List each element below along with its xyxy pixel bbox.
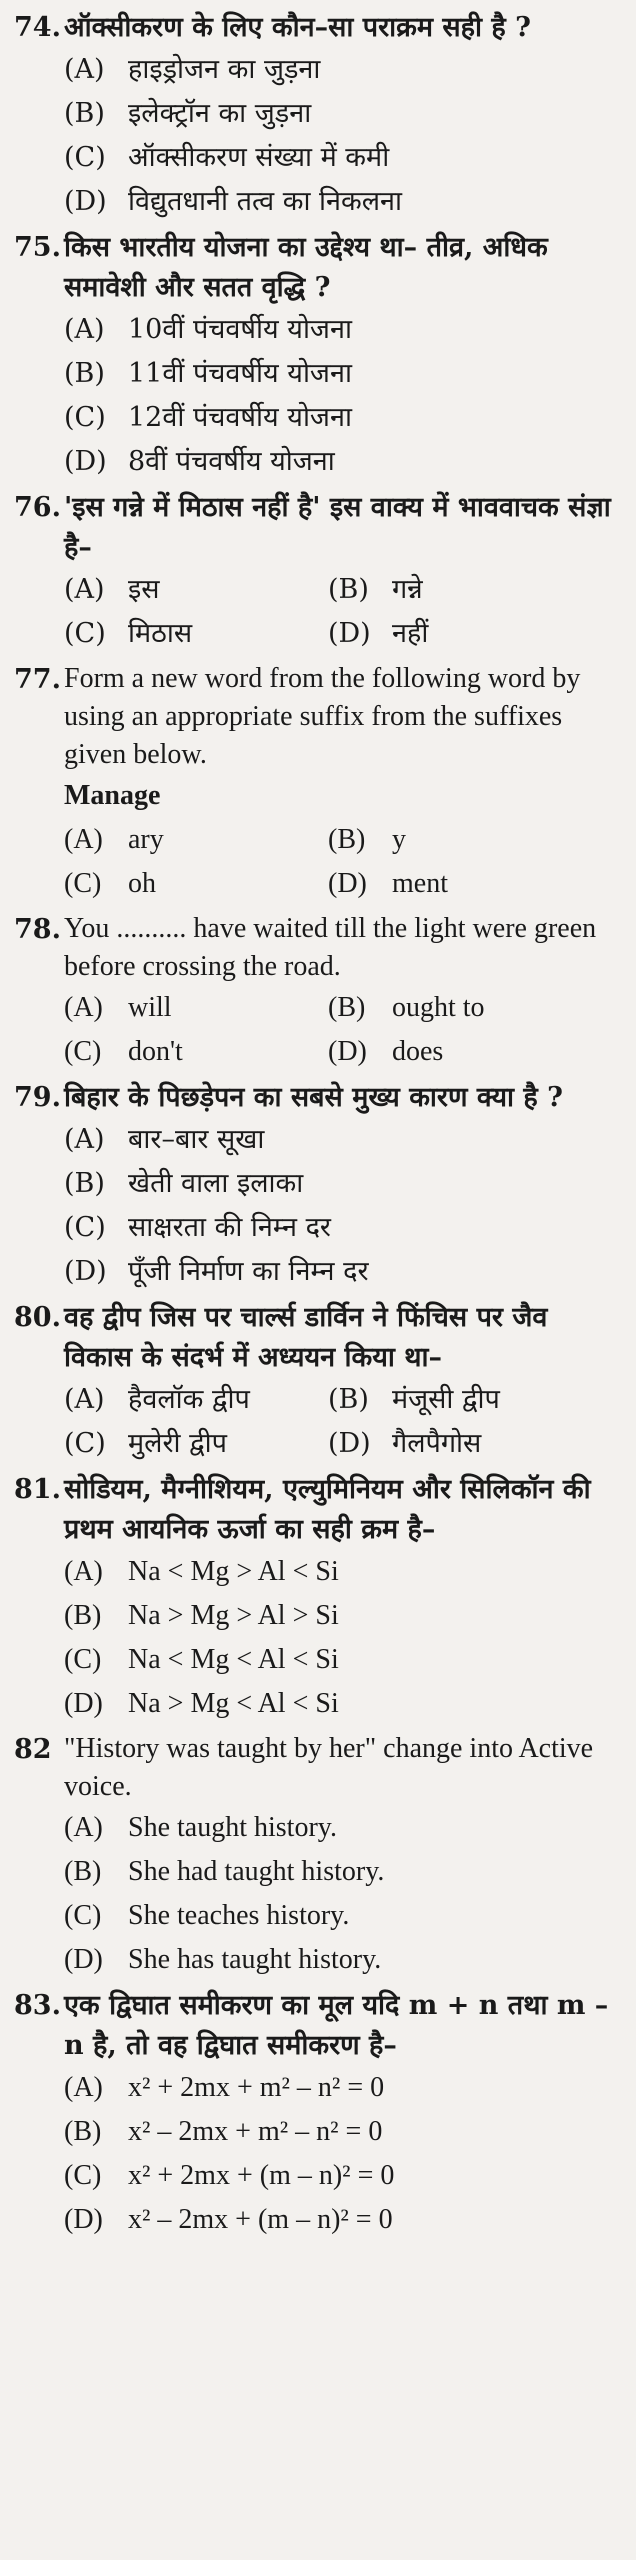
option [328, 818, 622, 862]
question-77 [14, 660, 622, 906]
option-label: (C) [64, 1644, 102, 1675]
option [64, 986, 328, 1030]
question-82 [14, 1730, 622, 1982]
option [64, 136, 622, 180]
option [64, 2110, 622, 2154]
option [328, 568, 622, 612]
option-text: She taught history. [128, 1812, 337, 1843]
option [64, 1206, 622, 1250]
question-text: वह द्वीप जिस पर चार्ल्स डार्विन ने फिंचिस पर जैव विकास के संदर्भ में अध्ययन किया था– [64, 1302, 548, 1373]
option-label: (A) [64, 1124, 105, 1155]
option-label: (C) [64, 868, 102, 899]
option [328, 612, 622, 656]
question-75 [14, 228, 622, 484]
question-text: एक द्विघात समीकरण का मूल यदि m + n तथा m – n है, तो वह द्विघात समीकरण है– [64, 1990, 609, 2061]
option [64, 48, 622, 92]
option-text: ment [392, 868, 448, 899]
question-number: 75. [14, 232, 61, 263]
question-78 [14, 910, 622, 1074]
option [64, 1030, 328, 1074]
option-text: ary [128, 824, 164, 855]
question-number: 82 [14, 1734, 52, 1765]
question-number: 79. [14, 1082, 61, 1113]
option-label: (C) [64, 1428, 106, 1459]
option-label: (D) [64, 1688, 103, 1719]
option-label: (C) [64, 618, 106, 649]
option-text: बार–बार सूखा [128, 1124, 265, 1155]
question-76 [14, 488, 622, 656]
option-text: Na < Mg < Al < Si [128, 1644, 339, 1675]
option-text: Na > Mg < Al < Si [128, 1688, 339, 1719]
option-text: She teaches history. [128, 1900, 350, 1931]
option-text: 10वीं पंचवर्षीय योजना [128, 314, 352, 345]
question-text: 'इस गन्ने में मिठास नहीं है' इस वाक्य में भाववाचक संज्ञा है– [64, 492, 611, 563]
option [64, 308, 622, 352]
option-label: (A) [64, 2072, 103, 2103]
option-label: (C) [64, 1212, 106, 1243]
option [64, 396, 622, 440]
option [64, 1422, 328, 1466]
option-text: don't [128, 1036, 183, 1067]
option-text: हाइड्रोजन का जुड़ना [128, 54, 321, 85]
option-label: (B) [64, 358, 105, 389]
option-text: x² + 2mx + m² – n² = 0 [128, 2072, 385, 2103]
question-number: 76. [14, 492, 61, 523]
option-text: मंजूसी द्वीप [392, 1384, 500, 1415]
option-text: नहीं [392, 618, 429, 649]
option-text: पूँजी निर्माण का निम्न दर [128, 1256, 369, 1287]
option-text: She has taught history. [128, 1944, 382, 1975]
option-label: (D) [64, 1944, 103, 1975]
option-label: (B) [328, 574, 369, 605]
option-text: oh [128, 868, 156, 899]
option-label: (A) [64, 574, 105, 605]
option-label: (B) [328, 992, 366, 1023]
question-text: ऑक्सीकरण के लिए कौन–सा पराक्रम सही है ? [64, 12, 531, 43]
option-text: 8वीं पंचवर्षीय योजना [128, 446, 335, 477]
option [328, 862, 622, 906]
option-label: (C) [64, 1036, 102, 1067]
option [64, 1118, 622, 1162]
option [64, 180, 622, 224]
option [64, 1162, 622, 1206]
question-number: 83. [14, 1990, 61, 2021]
option-text: इलेक्ट्रॉन का जुड़ना [128, 98, 312, 129]
option [328, 986, 622, 1030]
option-label: (D) [64, 1256, 107, 1287]
option-text: इस [128, 574, 160, 605]
option-label: (A) [64, 1812, 103, 1843]
question-text: Form a new word from the following word by using an appropriate suffix from the suffixes given below. [64, 663, 581, 770]
option [64, 1682, 622, 1726]
option-label: (B) [64, 1168, 105, 1199]
option-label: (B) [64, 98, 105, 129]
option-text: 12वीं पंचवर्षीय योजना [128, 402, 352, 433]
question-text: बिहार के पिछड़ेपन का सबसे मुख्य कारण क्या है ? [64, 1082, 563, 1113]
option [64, 2154, 622, 2198]
option [328, 1378, 622, 1422]
option-text: हैवलॉक द्वीप [128, 1384, 250, 1415]
option-label: (B) [64, 1600, 102, 1631]
option [328, 1030, 622, 1074]
option [64, 1806, 622, 1850]
option-text: गन्ने [392, 574, 423, 605]
option [64, 1550, 622, 1594]
option-text: Na < Mg > Al < Si [128, 1556, 339, 1587]
option-text: 11वीं पंचवर्षीय योजना [128, 358, 352, 389]
question-keyword: Manage [64, 780, 161, 811]
option-text: x² – 2mx + (m – n)² = 0 [128, 2204, 393, 2235]
option [64, 862, 328, 906]
option-label: (A) [64, 824, 103, 855]
option [64, 1894, 622, 1938]
option [64, 1594, 622, 1638]
question-number: 77. [14, 664, 61, 695]
question-number: 78. [14, 914, 61, 945]
option-label: (A) [64, 1384, 105, 1415]
option [64, 568, 328, 612]
option [64, 1638, 622, 1682]
option-text: साक्षरता की निम्न दर [128, 1212, 331, 1243]
option [64, 1938, 622, 1982]
option-label: (C) [64, 1900, 102, 1931]
option [64, 92, 622, 136]
option-text: x² – 2mx + m² – n² = 0 [128, 2116, 383, 2147]
option-label: (A) [64, 1556, 103, 1587]
option-label: (D) [328, 1036, 367, 1067]
option-label: (D) [64, 186, 107, 217]
option-label: (C) [64, 2160, 102, 2191]
question-text: सोडियम, मैग्नीशियम, एल्युमिनियम और सिलिकॉन की प्रथम आयनिक ऊर्जा का सही क्रम है– [64, 1474, 591, 1545]
option-label: (B) [328, 824, 366, 855]
option-label: (D) [328, 618, 371, 649]
option-text: खेती वाला इलाका [128, 1168, 304, 1199]
option-label: (D) [328, 868, 367, 899]
option-text: Na > Mg > Al > Si [128, 1600, 339, 1631]
option-label: (A) [64, 314, 105, 345]
option [64, 1378, 328, 1422]
option-label: (C) [64, 402, 106, 433]
option [64, 352, 622, 396]
option-text: ought to [392, 992, 485, 1023]
question-number: 74. [14, 12, 61, 43]
option-label: (A) [64, 992, 103, 1023]
option-text: y [392, 824, 406, 855]
option-text: x² + 2mx + (m – n)² = 0 [128, 2160, 395, 2191]
option [64, 818, 328, 862]
question-text: किस भारतीय योजना का उद्देश्य था– तीव्र, अधिक समावेशी और सतत वृद्धि ? [64, 232, 548, 303]
question-text: "History was taught by her" change into Active voice. [64, 1733, 594, 1802]
option-label: (A) [64, 54, 105, 85]
option-label: (B) [64, 2116, 102, 2147]
question-number: 80. [14, 1302, 61, 1333]
option-label: (B) [64, 1856, 102, 1887]
question-80 [14, 1298, 622, 1466]
option [64, 1250, 622, 1294]
option [328, 1422, 622, 1466]
option [64, 2198, 622, 2242]
option [64, 612, 328, 656]
option-label: (C) [64, 142, 106, 173]
option [64, 1850, 622, 1894]
option [64, 440, 622, 484]
option-label: (D) [64, 2204, 103, 2235]
option-text: She had taught history. [128, 1856, 385, 1887]
option-text: गैलपैगोस [392, 1428, 482, 1459]
question-text: You .......... have waited till the light were green before crossing the road. [64, 913, 597, 982]
option-label: (D) [328, 1428, 371, 1459]
question-number: 81. [14, 1474, 61, 1505]
option [64, 2066, 622, 2110]
option-text: मिठास [128, 618, 193, 649]
option-text: मुलेरी द्वीप [128, 1428, 227, 1459]
question-83 [14, 1986, 622, 2242]
option-text: ऑक्सीकरण संख्या में कमी [128, 142, 390, 173]
option-text: does [392, 1036, 444, 1067]
question-74 [14, 8, 622, 224]
option-text: विद्युतधानी तत्व का निकलना [128, 186, 403, 217]
question-79 [14, 1078, 622, 1294]
question-81 [14, 1470, 622, 1726]
option-label: (B) [328, 1384, 369, 1415]
option-text: will [128, 992, 172, 1023]
option-label: (D) [64, 446, 107, 477]
